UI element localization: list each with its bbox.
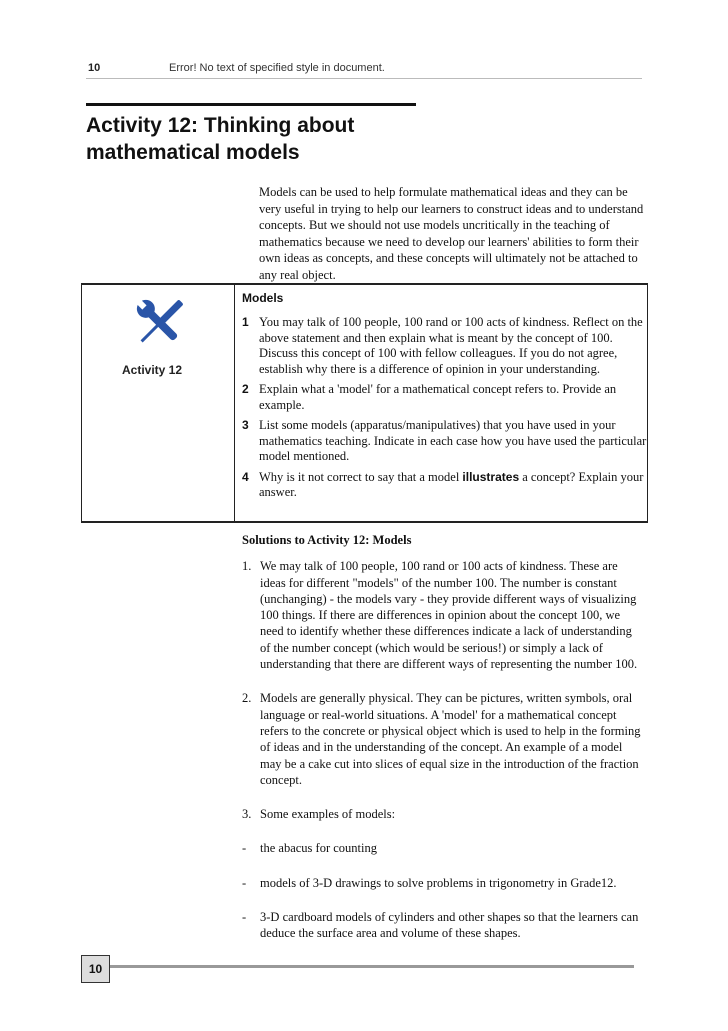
solution-item bbox=[242, 558, 642, 672]
footer-rule bbox=[110, 965, 634, 968]
activity-label: Activity 12 bbox=[122, 363, 183, 377]
page-title bbox=[86, 112, 446, 166]
question-text: List some models (apparatus/manipulatives) that you have used in your mathematics teaching. Indicate in each case how you have used the particular model mentioned. bbox=[259, 418, 647, 463]
activity-divider bbox=[234, 285, 235, 521]
solution-item bbox=[242, 690, 642, 788]
header-error-text: Error! No text of specified style in document. bbox=[169, 62, 385, 74]
activity-content bbox=[242, 291, 647, 506]
activity-heading: Models bbox=[242, 291, 284, 305]
solution-item bbox=[242, 806, 642, 822]
solution-text: Models are generally physical. They can be pictures, written symbols, oral language or real-world situations. A 'model' for a mathematical concept refers to the concrete or physical object which is used to help in the forming of ideas and in the understanding of the concept. An example of a model may be a cake cut into slices of equal size in the introduction of the fraction concept. bbox=[260, 691, 641, 787]
question-text: Explain what a 'model' for a mathematical concept refers to. Provide an example. bbox=[259, 382, 617, 412]
question-item bbox=[242, 470, 647, 501]
example-text: the abacus for counting bbox=[260, 841, 377, 856]
solution-number: 3. bbox=[242, 807, 252, 822]
solutions-heading: Solutions to Activity 12: Models bbox=[242, 533, 412, 547]
question-text-before: Why is it not correct to say that a model bbox=[259, 469, 463, 484]
question-text-after: a concept? Explain your answer. bbox=[259, 469, 644, 499]
example-item bbox=[242, 840, 642, 856]
title-line-1: Activity 12: Thinking about bbox=[86, 114, 355, 137]
running-header bbox=[86, 60, 642, 79]
question-text: You may talk of 100 people, 100 rand or 100 acts of kindness. Reflect on the above statement and then explain what is meant by the concept of 100. Discuss this concept of 100 with fellow colleagues. If you do not agree, establish why there is a difference of opinion in your understanding. bbox=[259, 315, 643, 376]
intro-paragraph: Models can be used to help formulate mathematical ideas and they can be very useful in trying to help our learners to construct ideas and to understand concepts. But we should not use models uncritically in the teaching of mathematics because we need to develop our learners' abilities to form their own ideas as concepts, and these concepts will ultimately not be attached to any real object. bbox=[259, 185, 644, 282]
footer-page-number: 10 bbox=[81, 955, 110, 983]
example-item bbox=[242, 909, 642, 942]
example-text: models of 3-D drawings to solve problems in trigonometry in Grade12. bbox=[260, 875, 617, 890]
solution-text: We may talk of 100 people, 100 rand or 100 acts of kindness. These are ideas for different "models" of the number 100. The number is constant (unchanging) - the models vary - they provide different ways of visualizing 100 things. If there are differences in opinion about the concept 100, we need to identify whether these differences indicate a lack of understanding of the number concept (which would be serious!) or simply a lack of understanding that there are different ways of representing the number 100. bbox=[260, 559, 638, 672]
title-line-2: mathematical models bbox=[86, 141, 300, 164]
header-page-number: 10 bbox=[88, 62, 101, 74]
activity-box bbox=[81, 283, 648, 523]
solution-number: 2. bbox=[242, 691, 252, 706]
solutions-section bbox=[242, 532, 642, 960]
example-dash: - bbox=[242, 875, 247, 890]
solution-number: 1. bbox=[242, 559, 252, 574]
solution-text: Some examples of models: bbox=[260, 807, 396, 822]
example-dash: - bbox=[242, 841, 247, 856]
question-number: 2 bbox=[242, 382, 249, 396]
example-text: 3-D cardboard models of cylinders and other shapes so that the learners can deduce the surface area and volume of these shapes. bbox=[260, 910, 639, 941]
question-item bbox=[242, 315, 647, 377]
title-rule bbox=[86, 103, 416, 106]
question-number: 3 bbox=[242, 418, 249, 432]
question-text-bold: illustrates bbox=[462, 469, 520, 484]
tools-icon bbox=[132, 295, 188, 351]
question-item bbox=[242, 418, 647, 465]
example-item bbox=[242, 875, 642, 891]
question-number: 1 bbox=[242, 315, 249, 329]
question-number: 4 bbox=[242, 469, 249, 484]
question-item bbox=[242, 382, 647, 413]
example-dash: - bbox=[242, 910, 247, 925]
